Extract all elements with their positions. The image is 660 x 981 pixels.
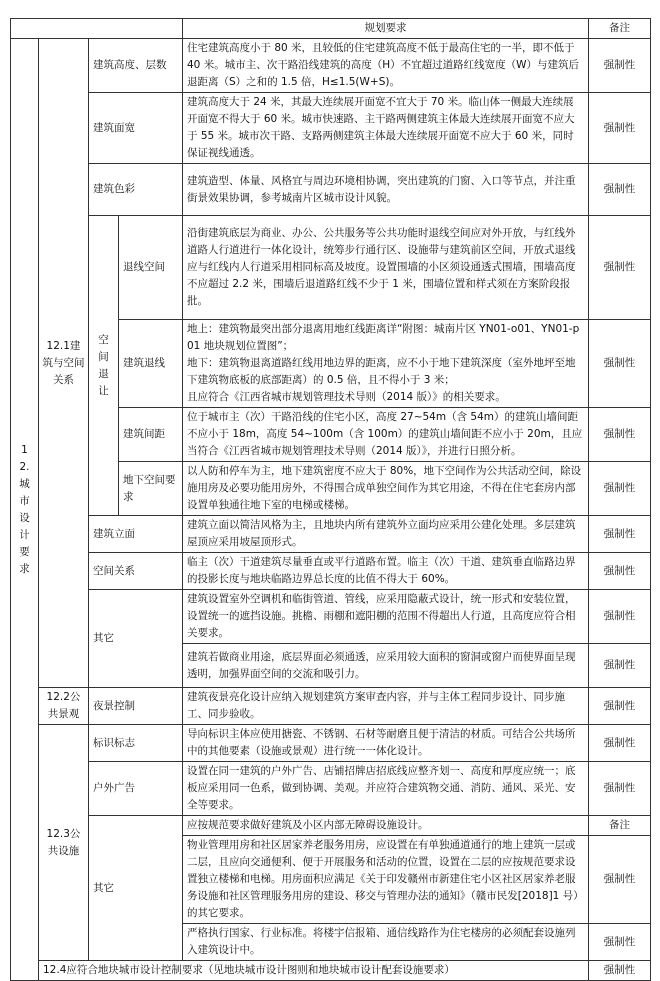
- row-label: 建筑高度、层数: [89, 39, 183, 93]
- row-text: 物业管理用房和社区居家养老服务用房，应设置在有单独通道通行的地上建筑一层或二层，且应向交通便利、便于开展服务和活动的位置，设置在二层的应按规范要求设置独立楼梯和电梯。用房面积应满足《关于印发赣州市新建住宅小区社区居家养老服务设施和社区管理服务用房的建设、移交与管理办法的通知》（赣市民发[2018]1 号）的其它要求。: [183, 836, 589, 924]
- row-note: 强制性: [589, 762, 651, 816]
- row-text: 建筑立面以简洁风格为主，且地块内所有建筑外立面均应采用公建化处理。多层建筑屋顶应采用坡屋顶形式。: [183, 516, 589, 553]
- row-note: 强制性: [589, 725, 651, 762]
- row-note: 强制性: [589, 39, 651, 93]
- row-label: 退线空间: [119, 216, 183, 320]
- row-text: 严格执行国家、行业标准。将楼宇信报箱、通信线路作为住宅楼房的必须配套设施列入建筑设计中。: [183, 924, 589, 961]
- row-text: 地上：建筑物最突出部分退离用地红线距离详“附图：城南片区 YN01-o01、YN01-p01 地块规划位置图”； 地下：建筑物退离道路红线用地边界的距离，应不小于地下建筑深度（室外地坪至地下建筑物底板的底部距离）的 0.5 倍，且不得小于 3 米； 且应符合《江西省城市规划管理技术导则（2014 版）》的相关要求。: [183, 320, 589, 408]
- row-text: 建筑造型、体量、风格宜与周边环境相协调，突出建筑的门窗、入口等节点，并注重街景效果协调，参考城南片区城市设计风貌。: [183, 164, 589, 216]
- row-text: 导向标识主体应使用搪瓷、不锈钢、石材等耐磨且便于清洁的材质。可结合公共场所中的其他要素（设施或景观）进行统一一体化设计。: [183, 725, 589, 762]
- row-label: 建筑色彩: [89, 164, 183, 216]
- row-label: 建筑面宽: [89, 93, 183, 164]
- row-note: 强制性: [589, 216, 651, 320]
- row-label: 空间关系: [89, 553, 183, 590]
- row-note: 强制性: [589, 320, 651, 408]
- row-note: 强制性: [589, 408, 651, 462]
- row-text: 临主（次）干道建筑尽量垂直或平行道路布置。临主（次）干道、建筑垂直临路边界的投影长度与地块临路边界总长度的比值不得大于 60%。: [183, 553, 589, 590]
- group-12-3: 12.3公共设施: [39, 725, 89, 961]
- row-text: 建筑设置室外空调机和临街管道、管线，应采用隐蔽式设计，统一形式和安装位置，设置统一的遮挡设施。挑檐、雨棚和遮阳棚的范围不得超出人行道，且高度应符合相关要求。: [183, 590, 589, 644]
- row-label: 建筑退线: [119, 320, 183, 408]
- group-12-4: 12.4应符合地块城市设计控制要求（见地块城市设计图则和地块城市设计配套设施要求）: [39, 961, 589, 981]
- row-note: 强制性: [589, 924, 651, 961]
- row-text: 建筑若做商业用途，底层界面必须通透，应采用较大面积的窗洞或窗户而使界面呈现透明，加强界面空间的交流和吸引力。: [183, 644, 589, 688]
- row-note: 强制性: [589, 688, 651, 725]
- row-text: 位于城市主（次）干路沿线的住宅小区，高度 27~54m（含 54m）的建筑山墙间距不应小于 18m，高度 54~100m（含 100m）的建筑山墙间距不应小于 20m，且应当符合《江西省城市规划管理技术导则（2014 版）》，并进行日照分析。: [183, 408, 589, 462]
- section-title: 12.城市设计要求: [11, 39, 39, 981]
- row-label: 标识标志: [89, 725, 183, 762]
- group-12-2: 12.2公共景观: [39, 688, 89, 725]
- row-text: 沿街建筑底层为商业、办公、公共服务等公共功能时退线空间应对外开放，与红线外道路人行道进行一体化设计，统筹步行通行区、设施带与建筑前区空间，开放式退线应与红线内人行道采用相同标高及坡度。设置围墙的小区须设通透式围墙，围墙高度不应超过 2.2 米，围墙后退道路红线不少于 1 米，围墙位置和样式须在方案阶段报批。: [183, 216, 589, 320]
- header-note: 备注: [589, 19, 651, 39]
- space-setback-label: 空间退让: [89, 216, 119, 516]
- row-text: 住宅建筑高度小于 80 米，且较低的住宅建筑高度不低于最高住宅的一半，即不低于 40 米。城市主、次干路沿线建筑的高度（H）不宜超过道路红线宽度（W）与建筑后退距离（S）之和的 1.5 倍，H≤1.5(W+S)。: [183, 39, 589, 93]
- row-note: 强制性: [589, 462, 651, 516]
- row-text: 建筑高度大于 24 米，其最大连续展开面宽不宜大于 70 米。临山体一侧最大连续展开面宽不得大于 60 米。城市快速路、主干路两侧建筑主体最大连续展开面宽不应大于 55 米。城市次干路、支路两侧建筑主体最大连续展开面宽不应大于 60 米，同时保证视线通透。: [183, 93, 589, 164]
- row-label: 地下空间要求: [119, 462, 183, 516]
- row-note: 备注: [589, 816, 651, 836]
- row-text: 建筑夜景亮化设计应纳入规划建筑方案审查内容，并与主体工程同步设计、同步施工、同步验收。: [183, 688, 589, 725]
- row-label: 其它: [89, 816, 183, 961]
- row-note: 强制性: [589, 93, 651, 164]
- planning-requirements-table: [10, 18, 651, 981]
- row-note: 强制性: [589, 164, 651, 216]
- group-12-1: 12.1建筑与空间关系: [39, 39, 89, 688]
- row-note: 强制性: [589, 590, 651, 644]
- row-label: 户外广告: [89, 762, 183, 816]
- header-blank: [11, 19, 183, 39]
- header-requirement: 规划要求: [183, 19, 589, 39]
- row-note: 强制性: [589, 644, 651, 688]
- row-note: 强制性: [589, 516, 651, 553]
- row-text: 以人防和停车为主，地下建筑密度不应大于 80%，地下空间作为公共活动空间，除设施用房及必要功能用房外，不得围合成单独空间作为其它用途，不得在住宅套房内部设置单独通往地下室的电梯或楼梯。: [183, 462, 589, 516]
- row-label: 建筑立面: [89, 516, 183, 553]
- row-note: 强制性: [589, 961, 651, 981]
- row-label: 夜景控制: [89, 688, 183, 725]
- row-note: 强制性: [589, 836, 651, 924]
- row-note: 强制性: [589, 553, 651, 590]
- row-label: 建筑间距: [119, 408, 183, 462]
- row-label: 其它: [89, 590, 183, 688]
- row-text: 应按规范要求做好建筑及小区内部无障碍设施设计。: [183, 816, 589, 836]
- row-text: 设置在同一建筑的户外广告、店铺招牌店招底线应整齐划一、高度和厚度应统一；底板应采用同一色系，做到协调、美观。并应符合建筑物交通、消防、通风、采光、安全等要求。: [183, 762, 589, 816]
